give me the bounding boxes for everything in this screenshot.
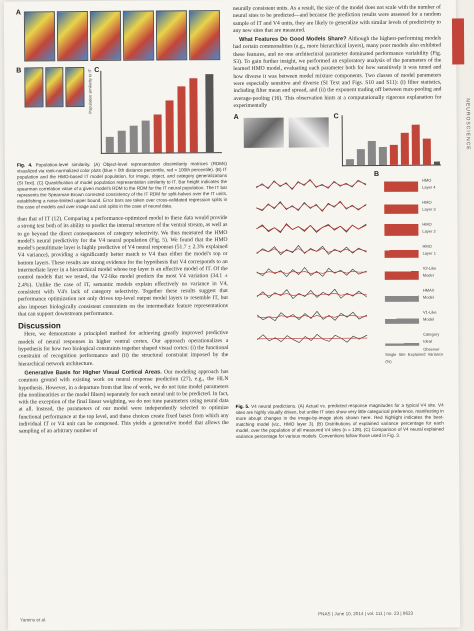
bar <box>130 126 138 153</box>
fig5-trace-panels <box>234 175 444 396</box>
bar <box>368 141 376 165</box>
bar <box>166 100 174 152</box>
rdm-image <box>24 11 55 61</box>
right-footer: PNAS | June 10, 2014 | vol. 111 | no. 23 | 8623 <box>318 610 414 617</box>
rdm-image <box>123 11 154 61</box>
fig4-panel-b-label: B <box>16 67 22 75</box>
fig4-panel-b-rdms <box>24 67 84 107</box>
fig4-y-axis-label: Population similarity to IT <box>87 68 93 114</box>
fig5-panel-c-label: C <box>333 113 339 121</box>
trace-panel <box>256 241 366 259</box>
fig4-rdm-grid <box>24 10 220 61</box>
bar <box>357 149 365 165</box>
layer-label: HMO Layer 2 <box>422 221 436 235</box>
layer-label: Category Ideal Observer <box>423 331 440 352</box>
histogram <box>385 329 419 346</box>
rdm-image <box>57 11 88 61</box>
bar <box>390 145 398 165</box>
layer-label: V1-Like Model <box>422 309 437 323</box>
fig5-panel-b-label: B <box>374 171 380 179</box>
fig5-caption-text: V4 neural predictions. (A) Actual vs. predicted response magnitudes for a typical V4 site. V4 sites are highly visually driven, but unlike IT sites show very little categorical preference, manifesting in more abrupt changes in the image-by-image plots shown here. Red highlight indicates the best-matching model (viz., HMO layer 3). (B) Distributions of explained variance percentage for each model, over the population of all measured V4 sites (n = 128). (C) Comparison of V4 neural explained variance percentage for various models. Conventions follow those used in Fig. 3. <box>235 402 444 440</box>
bar <box>142 121 150 153</box>
fig4-caption <box>17 161 227 210</box>
rdm-image <box>45 67 64 107</box>
histogram <box>384 197 418 214</box>
fig5-bar-chart <box>342 115 441 167</box>
fig5-caption-title: Fig. 5. <box>235 404 250 410</box>
left-footer: Yamins et al. <box>20 617 47 623</box>
fig5-x-axis-label: Single Site Explained Variance (%) <box>385 351 444 365</box>
layer-label: HMAX Model <box>422 287 435 301</box>
histogram <box>384 175 418 192</box>
generative-paragraph <box>18 369 228 436</box>
trace-panel <box>257 263 367 281</box>
trace-panel <box>256 219 366 237</box>
generative-subhead: Generative Basis for Higher Visual Cortical Areas. <box>24 369 162 377</box>
rdm-image <box>156 10 187 60</box>
trace-panel <box>256 197 366 215</box>
layer-label: HMO Layer 4 <box>422 177 436 191</box>
bar <box>346 159 354 165</box>
bar <box>423 139 431 165</box>
bar <box>154 114 162 152</box>
layer-label: HMO Layer 3 <box>422 199 436 213</box>
trace-panel <box>257 329 367 347</box>
fig4-bar-chart <box>100 70 222 154</box>
fig4-caption-text: Population-level similarity. (A) Object-level representation dissimilarity matrices (RDMs) visualized via rank-normalized color plots (blue = 0th distance percentile, red = 100th percentile). (B) IT population and the HMO-based IT model population, for image, object, and category generalizations (SI Text). (C) Quantification of model population representation similarity to IT. Bar height indicates the spearman correlation value of a given model's RDM to the RDM for the IT neural population. The IT bar represents the Spearman-Brown corrected consistency of the IT RDM for split-halves over the IT units, establishing a noise-limited upper bound. Error bars are taken over cross-validated regression splits in the case of models and over image and unit splits in the case of neural data. <box>16 161 228 210</box>
fig4-panel-a-label: A <box>15 9 21 17</box>
bar <box>189 78 198 152</box>
rdm-image <box>189 10 220 60</box>
histogram <box>385 307 419 324</box>
stimulus-image <box>244 118 284 148</box>
paper-page <box>4 0 471 631</box>
right-top-paragraph: neurally consistent units. As a result, the size of the model does not scale with the number of neural sites to be predicted—and because the prediction results were assessed for a random sample of IT and V4 units, they are likely to generalize with similar levels of predictivity to any new sites that are measured. <box>232 4 441 34</box>
layer-label: V2-Like Model <box>422 265 437 279</box>
generative-text: Our modeling approach has common ground with existing work on neural response prediction (27), e.g., the HLN hypothesis. However, in a departure from that line of work, we do not tune model parameters (the nonlinearities or the model filters) separately for each neural unit to be predicted. In fact, with the exception of the final linear weighting, we do not tune parameters using neural data at all. Instead, the parameters of our model were independently selected to optimize functional performance at the top level, and these choices create fixed bases from which any individual IT or V4 unit can be composed. This yields a generative model that allows the sampling of an arbitrary number of <box>18 368 229 435</box>
features-text: Although the highest-performing models had certain commonalities (e.g., more hierarchical layers), many poor models also exhibited these features, and no one architectural parameter dominated performance variability (Fig. S3). To gain further insight, we performed an exploratory analysis of the parameters of the learned HMO model, evaluating each parameter both for how sensitively it was tuned and how diverse it was between model mixture components. Two classes of model parameters were especially sensitive and diverse (SI Text and Figs. S10 and S11): (i) filter statistics, including filter mean and spread, and (ii) the exponent trading off between max-pooling and average-pooling (16). This observation hints at a computationally rigorous explanation for experimentally <box>233 35 442 109</box>
fig4-bars <box>105 74 214 153</box>
rdm-image <box>66 67 85 107</box>
trace-panel <box>257 307 367 325</box>
bar <box>401 133 409 165</box>
trace-panel <box>256 175 366 193</box>
bar <box>205 74 214 152</box>
right-column <box>233 5 444 447</box>
discussion-paragraph: Here, we demonstrate a principled method for achieving greatly improved predictive models of neural responses in higher ventral cortex. Our approach operationalizes a hypothesis for how two biological constraints together shaped visual cortex: (i) the functional constraint of recognition performance and (ii) the structural constraint imposed by the hierarchical network architecture. <box>18 330 229 368</box>
bar <box>118 131 126 153</box>
features-subhead: What Features Do Good Models Share? <box>239 36 347 44</box>
fig4-caption-title: Fig. 4. <box>16 162 33 168</box>
histogram <box>384 219 418 236</box>
left-column <box>16 8 229 438</box>
bar <box>106 137 114 153</box>
bar <box>379 147 387 165</box>
fig4-panel-c-label: C <box>94 66 100 74</box>
stimulus-image <box>289 117 329 147</box>
bar <box>434 162 440 165</box>
rdm-image <box>90 11 121 61</box>
histogram <box>385 285 419 302</box>
fig5-panel-a-label: A <box>233 114 239 122</box>
left-body-paragraph: than that of IT (12). Comparing a performance-optimized model to these data would provide a strong test both of its ability to predict the internal structure of the ventral stream, as well as to go beyond the direct consequences of category selectivity. We thus measured the HMO model's neural predictivity for the V4 neural population (Fig. 5). We found that the HMO model's penultimate layer is highly predictive of V4 neural responses (51.7 ± 2.3% explained V4 variance), providing a significantly better match to V4 than either the model's top or bottom layers. These results are strong evidence for the hypothesis that V4 corresponds to an intermediate layer in a hierarchical model whose top layer is an effective model of IT. Of the control models that we tested, the V2-like model predicts the most V4 variation (34.1 ± 2.4%). Unlike the case of IT, semantic models explain effectively no variance in V4, consistent with V4's lack of category selectivity. Together these results suggest that performance optimization not only drives top-level output model layers to resemble IT, but also imposes biologically consistent constraints on the intermediate feature representations that can support downstream performance. <box>17 215 228 318</box>
histogram <box>385 263 419 280</box>
trace-panel <box>257 285 367 303</box>
rdm-image <box>24 67 43 107</box>
discussion-heading: Discussion <box>18 321 61 331</box>
histogram <box>384 241 418 258</box>
figure-5 <box>234 113 444 414</box>
bar <box>412 125 420 165</box>
figure-4 <box>16 8 227 159</box>
features-paragraph <box>233 36 442 110</box>
bar <box>177 86 185 152</box>
section-tab <box>452 18 464 64</box>
layer-label: HMO Layer 1 <box>422 243 436 257</box>
section-side-label: NEUROSCIENCE <box>464 98 471 151</box>
